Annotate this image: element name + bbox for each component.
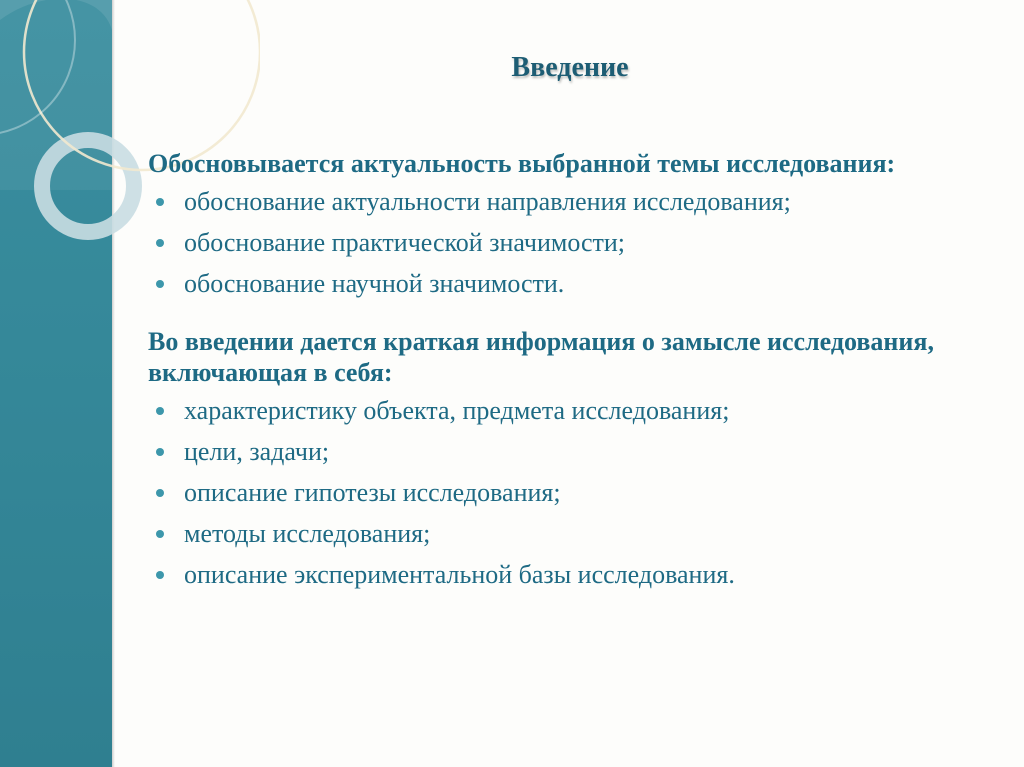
list-item-text: описание гипотезы исследования; — [184, 478, 561, 507]
bullet-dot-icon — [156, 571, 164, 579]
section-heading: Обосновывается актуальность выбранной темы исследования: — [148, 149, 896, 178]
bullet-dot-icon — [156, 448, 164, 456]
slide-title: Введение — [511, 52, 629, 83]
bullet-dot-icon — [156, 489, 164, 497]
list-item — [148, 222, 998, 263]
list-item-text: описание экспериментальной базы исследования. — [184, 560, 735, 589]
section-heading: Во введении дается краткая информация о замысле исследования, включающая в себя: — [148, 327, 934, 387]
list-item — [148, 390, 998, 431]
list-item-text: обоснование научной значимости. — [184, 269, 565, 298]
bullet-dot-icon — [156, 198, 164, 206]
list-item — [148, 263, 998, 304]
slide-content — [148, 148, 998, 595]
list-item — [148, 513, 998, 554]
list-item — [148, 181, 998, 222]
bullet-dot-icon — [156, 407, 164, 415]
list-item-text: характеристику объекта, предмета исследования; — [184, 396, 730, 425]
bullet-dot-icon — [156, 280, 164, 288]
list-item-text: обоснование актуальности направления исследования; — [184, 187, 791, 216]
bullet-list — [148, 390, 998, 595]
bullet-dot-icon — [156, 239, 164, 247]
bullet-list — [148, 181, 998, 304]
section-research-plan — [148, 326, 998, 595]
list-item-text: обоснование практической значимости; — [184, 228, 626, 257]
bullet-dot-icon — [156, 530, 164, 538]
list-item-text: методы исследования; — [184, 519, 431, 548]
section-justification — [148, 148, 998, 304]
list-item-text: цели, задачи; — [184, 437, 330, 466]
list-item — [148, 431, 998, 472]
list-item — [148, 472, 998, 513]
list-item — [148, 554, 998, 595]
